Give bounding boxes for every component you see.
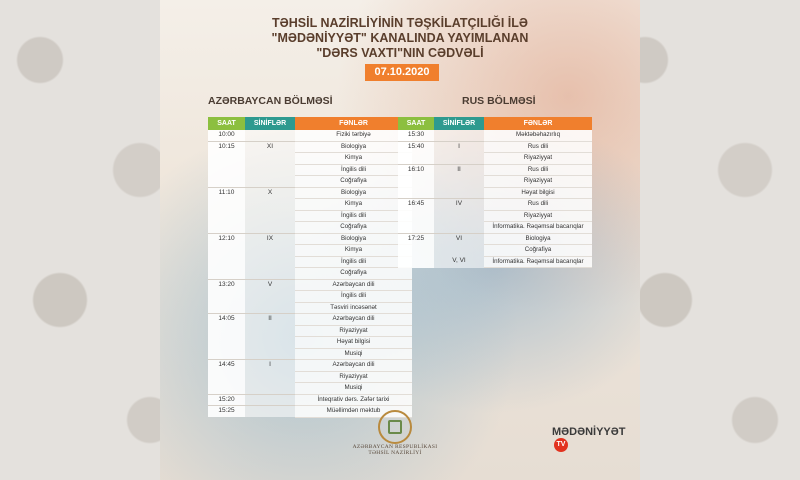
ru-cell-subject: Rus dili: [484, 164, 592, 176]
ru-cell-subject: İnformatika. Rəqəmsal bacarıqlar: [484, 256, 592, 268]
az-cell-subject: Riyaziyyat: [295, 371, 412, 383]
ru-row: [398, 256, 592, 268]
az-header-saat: SAAT: [208, 117, 245, 130]
az-cell-class: [245, 256, 295, 268]
ru-row: [398, 153, 592, 165]
ru-cell-time: 16:10: [398, 164, 434, 176]
az-cell-time: [208, 199, 245, 211]
ru-cell-class: [434, 222, 484, 234]
az-header-sinifler: SİNİFLƏR: [245, 117, 295, 130]
ru-row: [398, 222, 592, 234]
title-line-3: "DƏRS VAXTI"NIN CƏDVƏLİ: [316, 46, 484, 60]
az-row: [208, 176, 412, 188]
az-cell-time: 12:10: [208, 233, 245, 245]
ru-cell-class: [434, 130, 484, 141]
az-row: [208, 279, 412, 291]
az-cell-time: [208, 164, 245, 176]
az-cell-subject: Coğrafiya: [295, 222, 412, 234]
az-cell-class: [245, 245, 295, 257]
az-cell-time: [208, 210, 245, 222]
ru-cell-subject: Rus dili: [484, 141, 592, 153]
ru-cell-subject: Biologiya: [484, 233, 592, 245]
az-cell-class: [245, 394, 295, 406]
ru-cell-class: II: [434, 164, 484, 176]
ru-cell-class: [434, 187, 484, 199]
az-cell-subject: Kimya: [295, 153, 412, 165]
az-cell-time: [208, 371, 245, 383]
az-cell-class: [245, 268, 295, 280]
az-row: [208, 222, 412, 234]
az-row: [208, 394, 412, 406]
az-row: [208, 130, 412, 141]
az-cell-subject: Coğrafiya: [295, 268, 412, 280]
az-row: [208, 314, 412, 326]
ru-cell-subject: Həyat bilgisi: [484, 187, 592, 199]
ru-row: [398, 233, 592, 245]
az-row: [208, 348, 412, 360]
ru-cell-class: V, VI: [434, 256, 484, 268]
az-row: [208, 302, 412, 314]
ru-cell-time: 15:40: [398, 141, 434, 153]
ministry-logo: [340, 410, 450, 456]
az-cell-time: [208, 348, 245, 360]
ru-cell-class: IV: [434, 199, 484, 211]
az-cell-subject: Müəllimdən məktub: [295, 406, 412, 418]
ru-cell-class: [434, 245, 484, 257]
az-cell-time: [208, 268, 245, 280]
medeniyyet-logo-text: MƏDƏNİYYƏT: [552, 426, 626, 438]
az-cell-subject: Təsviri incəsənət: [295, 302, 412, 314]
az-cell-time: 15:20: [208, 394, 245, 406]
az-cell-subject: Kimya: [295, 199, 412, 211]
ru-cell-time: [398, 187, 434, 199]
az-cell-class: [245, 406, 295, 418]
az-cell-subject: Musiqi: [295, 348, 412, 360]
az-cell-time: [208, 176, 245, 188]
az-cell-subject: Azərbaycan dili: [295, 279, 412, 291]
az-cell-subject: Biologiya: [295, 233, 412, 245]
az-cell-class: [245, 291, 295, 303]
az-cell-time: 15:25: [208, 406, 245, 418]
ru-row: [398, 176, 592, 188]
az-cell-time: 14:05: [208, 314, 245, 326]
az-cell-class: [245, 210, 295, 222]
az-cell-subject: İngilis dili: [295, 256, 412, 268]
az-cell-subject: İngilis dili: [295, 210, 412, 222]
ru-row: [398, 187, 592, 199]
az-row: [208, 360, 412, 372]
az-cell-class: II: [245, 314, 295, 326]
az-cell-subject: Riyaziyyat: [295, 325, 412, 337]
ru-cell-time: 15:30: [398, 130, 434, 141]
az-row: [208, 233, 412, 245]
az-row: [208, 268, 412, 280]
az-cell-class: [245, 176, 295, 188]
ru-cell-subject: Riyaziyyat: [484, 176, 592, 188]
az-schedule-table: [208, 117, 412, 418]
az-row: [208, 291, 412, 303]
az-cell-subject: Azərbaycan dili: [295, 360, 412, 372]
ru-row: [398, 130, 592, 141]
az-cell-subject: Həyat bilgisi: [295, 337, 412, 349]
ru-header-sinifler: SİNİFLƏR: [434, 117, 484, 130]
az-cell-class: X: [245, 187, 295, 199]
az-cell-time: [208, 245, 245, 257]
ministry-seal-icon: [378, 410, 412, 444]
az-cell-class: [245, 371, 295, 383]
az-header-fenler: FƏNLƏR: [295, 117, 412, 130]
az-cell-class: [245, 348, 295, 360]
ru-cell-subject: Riyaziyyat: [484, 210, 592, 222]
az-cell-class: [245, 153, 295, 165]
az-cell-time: 10:00: [208, 130, 245, 141]
ru-cell-class: [434, 153, 484, 165]
az-cell-class: [245, 199, 295, 211]
az-cell-class: [245, 130, 295, 141]
az-cell-class: [245, 383, 295, 395]
ru-cell-time: 16:45: [398, 199, 434, 211]
az-cell-class: XI: [245, 141, 295, 153]
az-row: [208, 187, 412, 199]
ru-header-fenler: FƏNLƏR: [484, 117, 592, 130]
az-cell-time: [208, 325, 245, 337]
az-row: [208, 245, 412, 257]
az-cell-subject: Biologiya: [295, 141, 412, 153]
az-cell-time: [208, 302, 245, 314]
az-cell-time: [208, 383, 245, 395]
ru-cell-class: [434, 210, 484, 222]
ru-cell-time: [398, 210, 434, 222]
az-row: [208, 371, 412, 383]
ru-cell-subject: Rus dili: [484, 199, 592, 211]
ru-schedule-table: [398, 117, 592, 268]
ru-row: [398, 245, 592, 257]
az-row: [208, 256, 412, 268]
az-row: [208, 164, 412, 176]
ru-row: [398, 199, 592, 211]
medeniyyet-tv-logo: [552, 426, 640, 452]
az-cell-time: [208, 291, 245, 303]
title-line-1: TƏHSİL NAZİRLİYİNİN TƏŞKİLATÇILIĞI İLƏ: [272, 16, 528, 30]
az-row: [208, 153, 412, 165]
ru-section-title: RUS BÖLMƏSİ: [462, 95, 536, 107]
az-cell-time: [208, 337, 245, 349]
az-cell-class: IX: [245, 233, 295, 245]
ru-cell-time: [398, 222, 434, 234]
ru-cell-time: 17:25: [398, 233, 434, 245]
az-section-title: AZƏRBAYCAN BÖLMƏSİ: [208, 95, 333, 107]
az-cell-class: [245, 325, 295, 337]
az-row: [208, 199, 412, 211]
az-cell-subject: İnteqrativ dərs. Zəfər tarixi: [295, 394, 412, 406]
az-cell-subject: Kimya: [295, 245, 412, 257]
ru-cell-time: [398, 245, 434, 257]
az-row: [208, 141, 412, 153]
az-cell-class: I: [245, 360, 295, 372]
ru-cell-subject: İnformatika. Rəqəmsal bacarıqlar: [484, 222, 592, 234]
az-cell-subject: Azərbaycan dili: [295, 314, 412, 326]
ru-cell-subject: Riyaziyyat: [484, 153, 592, 165]
az-cell-class: [245, 337, 295, 349]
title-line-2: "MƏDƏNİYYƏT" KANALINDA YAYIMLANAN: [271, 31, 529, 45]
ru-header-saat: SAAT: [398, 117, 434, 130]
ru-cell-class: VI: [434, 233, 484, 245]
az-row: [208, 337, 412, 349]
az-cell-subject: Musiqi: [295, 383, 412, 395]
az-row: [208, 325, 412, 337]
az-cell-time: [208, 256, 245, 268]
ru-cell-class: [434, 176, 484, 188]
ru-cell-subject: Məktəbəhazırlıq: [484, 130, 592, 141]
schedule-poster: [160, 0, 640, 480]
az-cell-subject: İngilis dili: [295, 291, 412, 303]
ru-cell-time: [398, 256, 434, 268]
ru-row: [398, 141, 592, 153]
az-cell-time: 11:10: [208, 187, 245, 199]
date-badge: 07.10.2020: [365, 64, 439, 81]
az-cell-subject: İngilis dili: [295, 164, 412, 176]
az-cell-time: 13:20: [208, 279, 245, 291]
az-cell-time: 10:15: [208, 141, 245, 153]
az-cell-class: V: [245, 279, 295, 291]
az-cell-time: 14:45: [208, 360, 245, 372]
ru-row: [398, 210, 592, 222]
az-cell-subject: Fiziki tərbiyə: [295, 130, 412, 141]
az-cell-subject: Coğrafiya: [295, 176, 412, 188]
tv-badge-icon: TV: [554, 438, 568, 452]
az-cell-class: [245, 164, 295, 176]
az-cell-subject: Biologiya: [295, 187, 412, 199]
ru-cell-subject: Coğrafiya: [484, 245, 592, 257]
ministry-logo-line-1: AZƏRBAYCAN RESPUBLİKASI: [352, 444, 438, 450]
ru-cell-time: [398, 176, 434, 188]
az-cell-class: [245, 222, 295, 234]
az-cell-time: [208, 153, 245, 165]
ministry-logo-line-2: TƏHSİL NAZİRLİYİ: [368, 450, 422, 456]
az-row: [208, 210, 412, 222]
az-cell-time: [208, 222, 245, 234]
poster-title: [160, 16, 640, 61]
ru-cell-time: [398, 153, 434, 165]
ru-row: [398, 164, 592, 176]
az-row: [208, 383, 412, 395]
ru-cell-class: I: [434, 141, 484, 153]
az-cell-class: [245, 302, 295, 314]
